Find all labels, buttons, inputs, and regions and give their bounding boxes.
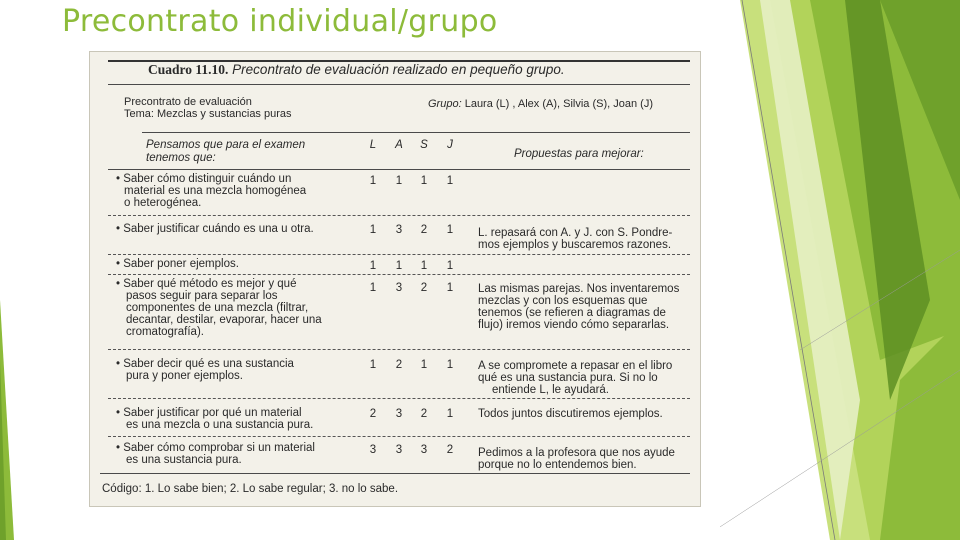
row-rule bbox=[108, 349, 690, 350]
score-j: 2 bbox=[446, 444, 454, 456]
score-l: 1 bbox=[369, 282, 377, 294]
column-letter-l: L bbox=[369, 139, 377, 151]
score-s: 2 bbox=[420, 224, 428, 236]
table-row-question bbox=[116, 358, 366, 382]
question-line: • Saber qué método es mejor y qué bbox=[116, 278, 297, 290]
score-a: 3 bbox=[395, 224, 403, 236]
score-l: 3 bbox=[369, 444, 377, 456]
proposal-line: mos ejemplos y buscaremos razones. bbox=[478, 239, 672, 251]
score-l: 1 bbox=[369, 260, 377, 272]
question-line: pasos seguir para separar los bbox=[126, 290, 278, 302]
score-j: 1 bbox=[446, 359, 454, 371]
proposal-line: Pedimos a la profesora que nos ayude bbox=[478, 447, 675, 459]
score-a: 3 bbox=[395, 408, 403, 420]
score-l: 1 bbox=[369, 175, 377, 187]
table-row-proposal bbox=[478, 408, 698, 420]
table-row-question bbox=[116, 173, 366, 209]
question-line: • Saber justificar cuándo es una u otra. bbox=[116, 223, 314, 235]
proposal-line: L. repasará con A. y J. con S. Pondre- bbox=[478, 227, 673, 239]
score-s: 2 bbox=[420, 408, 428, 420]
column-letter-a: A bbox=[395, 139, 403, 151]
column-letter-s: S bbox=[420, 139, 428, 151]
score-a: 3 bbox=[395, 444, 403, 456]
caption-rule bbox=[108, 84, 690, 85]
question-line: material es una mezcla homogénea bbox=[124, 185, 307, 197]
caption-label: Cuadro 11.10. bbox=[148, 62, 229, 77]
right-accent-decoration bbox=[720, 0, 960, 540]
table-caption bbox=[148, 64, 565, 76]
column-header-question bbox=[146, 139, 305, 165]
proposal-line: entiende L, le ayudará. bbox=[492, 384, 610, 396]
score-j: 1 bbox=[446, 408, 454, 420]
table-row-question bbox=[116, 442, 366, 466]
score-l: 2 bbox=[369, 408, 377, 420]
row-rule bbox=[108, 215, 690, 216]
score-j: 1 bbox=[446, 175, 454, 187]
header-rule bbox=[142, 132, 690, 133]
question-line: es una sustancia pura. bbox=[126, 454, 242, 466]
score-s: 3 bbox=[420, 444, 428, 456]
question-line: cromatografía). bbox=[126, 326, 204, 338]
question-line: • Saber justificar por qué un material bbox=[116, 407, 302, 419]
question-line: pura y poner ejemplos. bbox=[126, 370, 243, 382]
caption-text: Precontrato de evaluación realizado en pequeño grupo. bbox=[232, 62, 565, 77]
score-s: 1 bbox=[420, 359, 428, 371]
score-a: 2 bbox=[395, 359, 403, 371]
question-line: o heterogénea. bbox=[124, 197, 202, 209]
proposal-line: Las mismas parejas. Nos inventaremos bbox=[478, 283, 680, 295]
table-row-question bbox=[116, 278, 366, 338]
left-accent-decoration bbox=[0, 0, 60, 540]
score-a: 3 bbox=[395, 282, 403, 294]
proposal-line: porque no lo entendemos bien. bbox=[478, 459, 637, 471]
group-names: Laura (L) , Alex (A), Silvia (S), Joan (J) bbox=[464, 98, 653, 110]
column-header-question-line: tenemos que: bbox=[146, 152, 216, 164]
row-rule bbox=[108, 398, 690, 399]
proposal-line: mezclas y con los esquemas que bbox=[478, 295, 648, 307]
column-header-proposals: Propuestas para mejorar: bbox=[514, 148, 644, 160]
group-label: Grupo: bbox=[428, 98, 462, 110]
question-line: • Saber cómo distinguir cuándo un bbox=[116, 173, 292, 185]
column-header-question-line: Pensamos que para el examen bbox=[146, 139, 306, 151]
row-rule bbox=[108, 169, 690, 170]
score-s: 2 bbox=[420, 282, 428, 294]
table-row-proposal bbox=[478, 227, 698, 251]
column-letter-j: J bbox=[447, 139, 453, 151]
question-line: decantar, destilar, evaporar, hacer una bbox=[126, 314, 322, 326]
proposal-line: qué es una sustancia pura. Si no lo bbox=[478, 372, 658, 384]
row-rule bbox=[108, 254, 690, 255]
score-s: 1 bbox=[420, 260, 428, 272]
proposal-line: A se compromete a repasar en el libro bbox=[478, 360, 673, 372]
contract-topic: Tema: Mezclas y sustancias puras bbox=[124, 108, 292, 120]
row-rule bbox=[108, 274, 690, 275]
question-line: • Saber cómo comprobar si un material bbox=[116, 442, 315, 454]
slide-title: Precontrato individual/grupo bbox=[62, 4, 498, 39]
question-line: componentes de una mezcla (filtrar, bbox=[126, 302, 309, 314]
scanned-table-image bbox=[89, 51, 701, 507]
score-a: 1 bbox=[395, 260, 403, 272]
proposal-line: tenemos (se refieren a diagramas de bbox=[478, 307, 666, 319]
score-l: 1 bbox=[369, 224, 377, 236]
score-j: 1 bbox=[446, 282, 454, 294]
group-members bbox=[428, 98, 653, 110]
table-row-proposal bbox=[478, 283, 698, 331]
table-row-question bbox=[116, 258, 366, 270]
table-row-proposal bbox=[478, 360, 698, 396]
proposal-line: flujo) iremos viendo cómo separarlas. bbox=[478, 319, 670, 331]
table-row-question bbox=[116, 223, 366, 235]
row-rule bbox=[108, 436, 690, 437]
question-line: es una mezcla o una sustancia pura. bbox=[126, 419, 314, 431]
legend-code: Código: 1. Lo sabe bien; 2. Lo sabe regular; 3. no lo sabe. bbox=[102, 483, 399, 495]
question-line: • Saber decir qué es una sustancia bbox=[116, 358, 294, 370]
score-j: 1 bbox=[446, 224, 454, 236]
contract-header bbox=[124, 96, 292, 120]
question-line: • Saber poner ejemplos. bbox=[116, 258, 239, 270]
score-s: 1 bbox=[420, 175, 428, 187]
proposal-line: Todos juntos discutiremos ejemplos. bbox=[478, 408, 663, 420]
bottom-rule bbox=[100, 473, 690, 474]
table-row-proposal bbox=[478, 447, 698, 471]
contract-title: Precontrato de evaluación bbox=[124, 96, 252, 108]
table-row-question bbox=[116, 407, 366, 431]
score-a: 1 bbox=[395, 175, 403, 187]
score-j: 1 bbox=[446, 260, 454, 272]
score-l: 1 bbox=[369, 359, 377, 371]
